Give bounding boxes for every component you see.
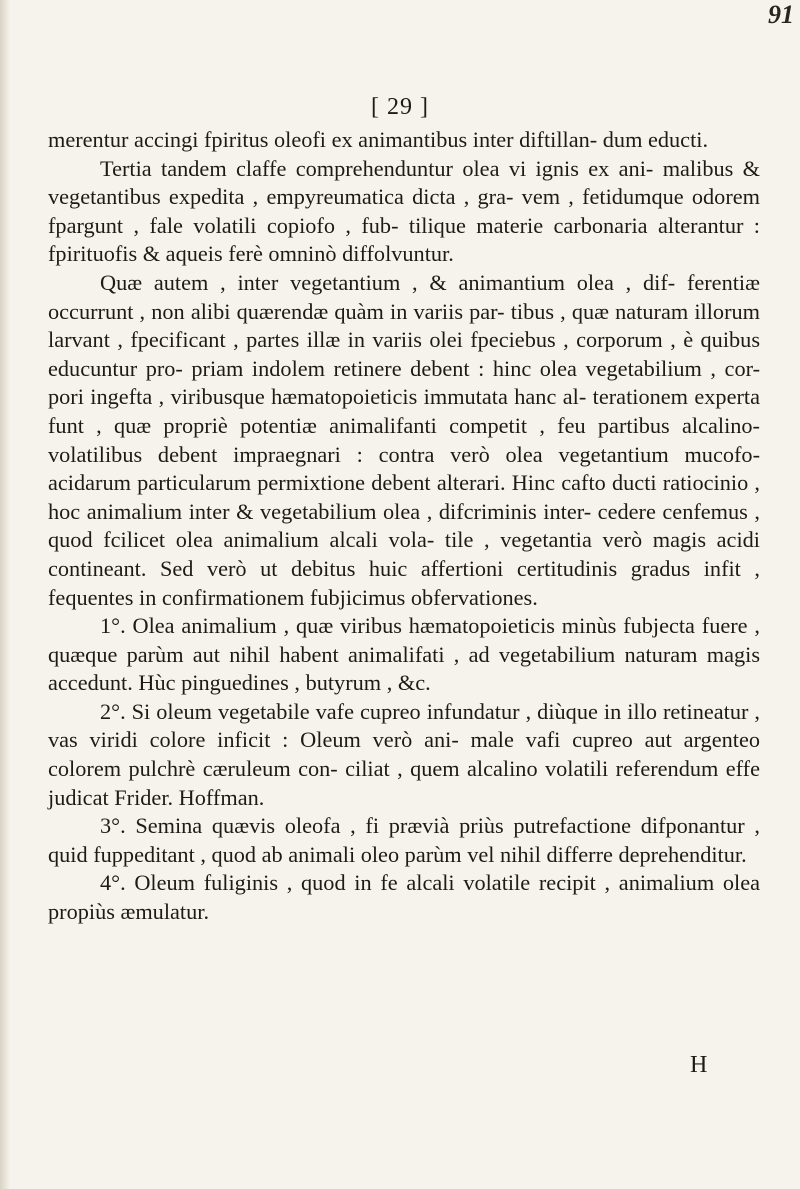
corner-mark: 91 xyxy=(768,0,794,29)
observation-3: 3°. Semina quævis oleofa , fi prævià priùs putrefactione difponantur , quid fuppeditant , quod ab animali oleo parùm vel nihil differre deprehenditur. xyxy=(48,813,760,867)
paragraph-2: Tertia tandem claffe comprehenduntur olea vi ignis ex ani- malibus & vegetantibus expedita , empyreumatica dicta , gra- vem , fetidumque odorem fpargunt , fale volatili copiofo , fub- tilique materie carbonaria alterantur : fpirituofis & aqueis ferè omninò diffolvuntur. xyxy=(48,155,760,267)
paragraph-3: Quæ autem , inter vegetantium , & animantium olea , dif- ferentiæ occurrunt , non alibi quærendæ quàm in variis par- tibus , quæ naturam illorum larvant , fpecificant , partes illæ in variis olei fpeciebus , corporum , è quibus educuntur pro- priam indolem retinere debent : hinc olea vegetabilium , cor- pori ingefta , viribusque hæmatopoieticis immutata hanc al- terationem experta funt , quæ propriè potentiæ animalifanti competit , feu partibus alcalino-volatilibus debent impraegnari : contra verò olea vegetantium mucofo-acidarum particularum permixtione debent alterari. Hinc cafto ducti ratiocinio , hoc animalium inter & vegetabilium olea , difcriminis inter- cedere cenfemus , quod fcilicet olea animalium alcali vola- tile , vegetantia verò magis acidi contineant. Sed verò ut debitus huic affertioni certitudinis gradus infit , fequentes in confirmationem fubjicimus obfervationes. xyxy=(48,269,760,610)
page-number: [ 29 ] xyxy=(371,94,429,120)
page-gutter-shadow xyxy=(0,0,10,1189)
paragraph-1: merentur accingi fpiritus oleofi ex animantibus inter diftillan- dum educti. xyxy=(48,127,709,152)
observation-2: 2°. Si oleum vegetabile vafe cupreo infundatur , diùque in illo retineatur , vas viridi colore inficit : Oleum verò ani- male vafi cupreo aut argenteo colorem pulchrè cæruleum con- ciliat , quem alcalino volatili referendum effe judicat Frider. Hoffman. xyxy=(48,698,760,810)
observation-4: 4°. Oleum fuliginis , quod in fe alcali volatile recipit , animalium olea propiùs æmulatur. xyxy=(48,870,760,925)
catchword: H xyxy=(690,1052,708,1078)
observation-1: 1°. Olea animalium , quæ viribus hæmatopoieticis minùs fubjecta fuere , quæque parùm aut nihil habent animalifati , ad vegetabilium naturam magis accedunt. Hùc pinguedines , butyrum , &c. xyxy=(48,613,760,696)
body-text xyxy=(48,126,760,927)
